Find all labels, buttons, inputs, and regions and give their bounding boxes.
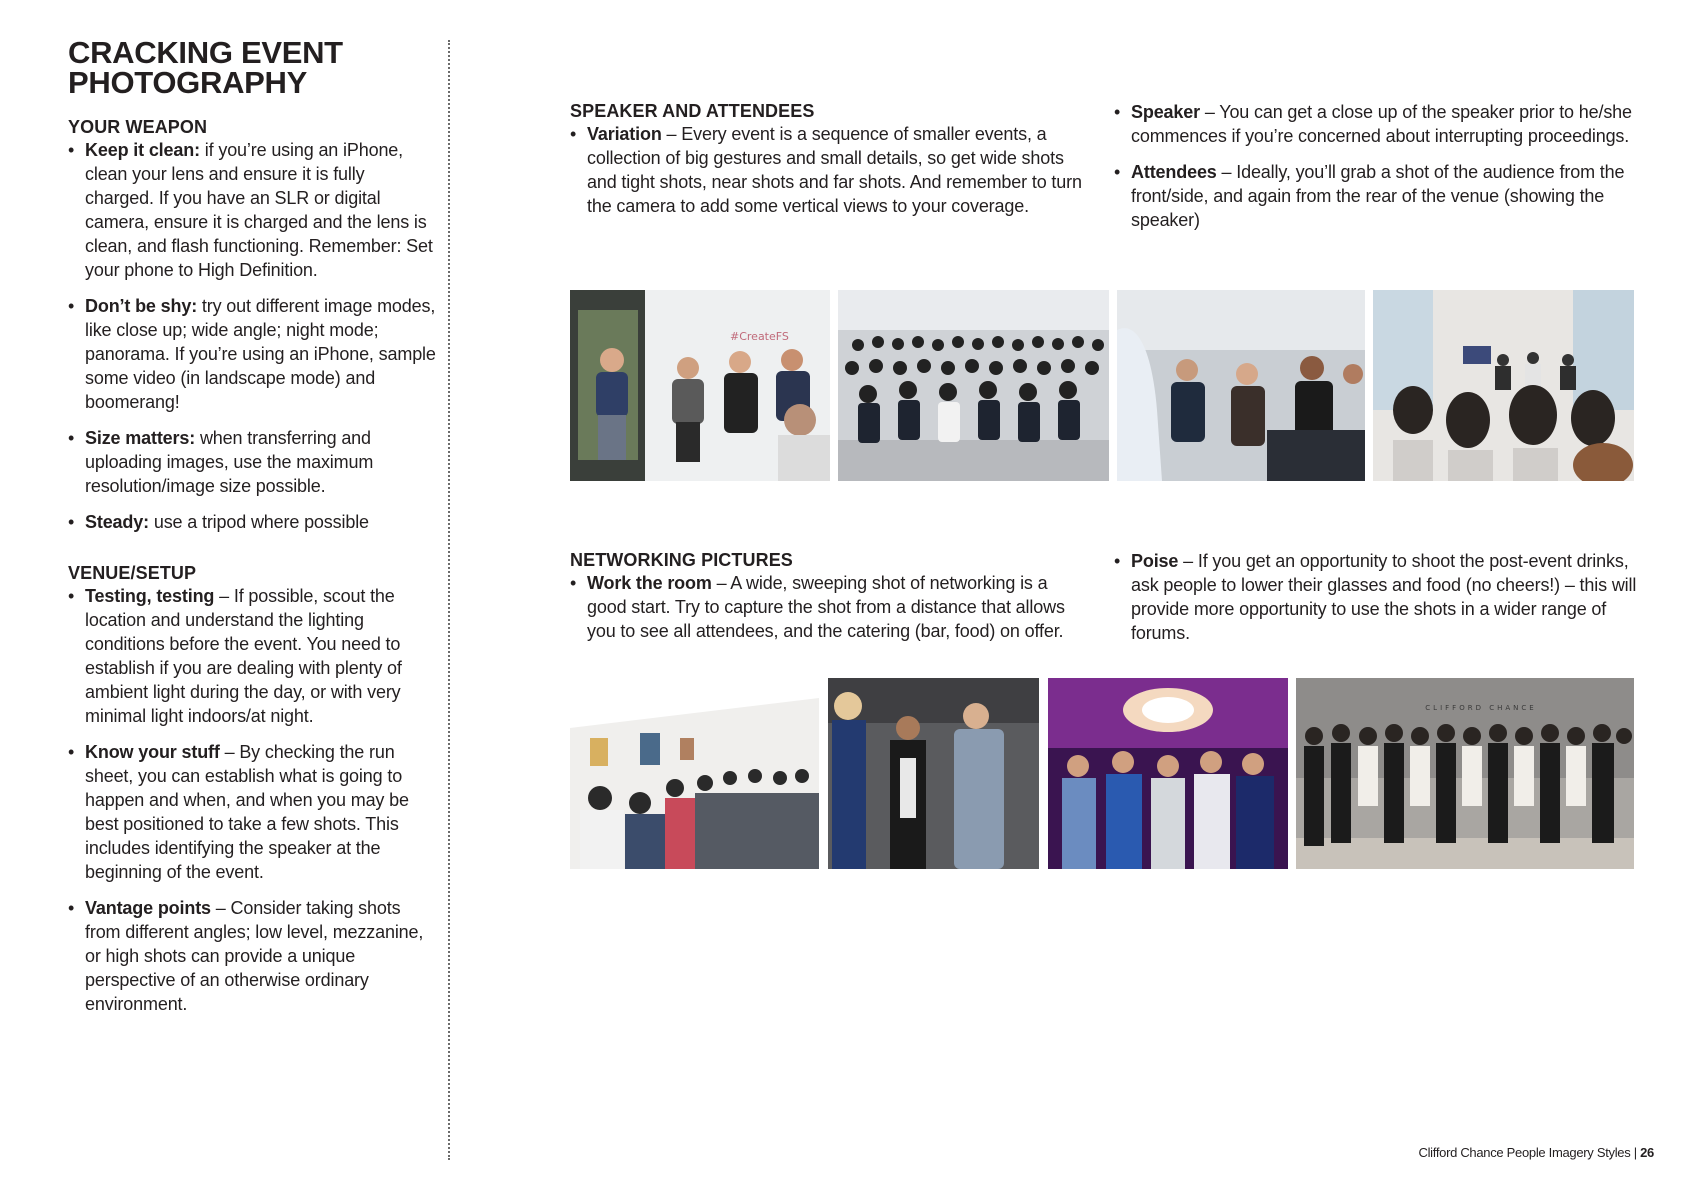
bullet-text: – Ideally, you’ll grab a shot of the audience from the front/side, and again from the rear of the venue (showing the speaker) bbox=[1131, 162, 1625, 230]
bullet-term: Steady: bbox=[85, 512, 149, 532]
clifford-chance-group-photo bbox=[1296, 678, 1634, 869]
venue-setup-item bbox=[68, 896, 438, 1016]
networking-list-left bbox=[570, 571, 1090, 643]
page-number: 26 bbox=[1640, 1145, 1654, 1160]
speaker-attendees-list-left bbox=[570, 122, 1090, 218]
svg-text:#CreateFS: #CreateFS bbox=[730, 330, 789, 343]
bullet-term: Poise bbox=[1131, 551, 1179, 571]
bullet-text: try out different image modes, like close up; wide angle; night mode; panorama. If you’re using an iPhone, sample some video (in landscape mode) and boomerang! bbox=[85, 296, 436, 412]
rear-venue-photo bbox=[1373, 290, 1634, 481]
page-footer bbox=[1418, 1145, 1654, 1160]
speaker-attendees-heading: SPEAKER AND ATTENDEES bbox=[570, 101, 815, 121]
venue-setup-list bbox=[68, 584, 438, 1016]
footer-text: Clifford Chance People Imagery Styles | bbox=[1418, 1145, 1641, 1160]
bullet-text: – If you get an opportunity to shoot the post-event drinks, ask people to lower their glasses and food (no cheers!) – this will provide more opportunity to use the shots in a wider range of forums. bbox=[1131, 551, 1637, 643]
networking-list-right bbox=[1114, 549, 1644, 645]
panel-speakers-photo bbox=[570, 290, 830, 481]
your-weapon-item bbox=[68, 294, 438, 414]
page-title: CRACKING EVENT PHOTOGRAPHY bbox=[68, 35, 343, 100]
purple-bar-group-photo bbox=[1048, 678, 1288, 869]
bullet-term: Vantage points bbox=[85, 898, 211, 918]
your-weapon-item bbox=[68, 138, 438, 282]
bullet-text: – If possible, scout the location and understand the lighting conditions before the event. You need to establish if you are dealing with plenty of ambient light during the day, or with very minimal light indoors/at night. bbox=[85, 586, 402, 726]
bullet-text: – By checking the run sheet, you can establish what is going to happen and when, and when you may be best positioned to take a few shots. This includes identifying the speaker at the beginning of the event. bbox=[85, 742, 409, 882]
venue-setup-item bbox=[68, 584, 438, 728]
speaker-attendees-item bbox=[1114, 160, 1644, 232]
bullet-text: if you’re using an iPhone, clean your lens and ensure it is fully charged. If you have an SLR or digital camera, ensure it is charged and the lens is clean, and flash functioning. Remember: Set your phone to High Definition. bbox=[85, 140, 433, 280]
bullet-text: when transferring and uploading images, use the maximum resolution/image size possible. bbox=[85, 428, 374, 496]
speaker-attendees-list-right bbox=[1114, 100, 1644, 232]
bullet-term: Variation bbox=[587, 124, 662, 144]
bullet-term: Keep it clean: bbox=[85, 140, 200, 160]
your-weapon-item bbox=[68, 426, 438, 498]
speaker-attendees-section bbox=[570, 100, 1090, 218]
bullet-text: – Every event is a sequence of smaller events, a collection of big gestures and small details, so get wide shots and tight shots, near shots and far shots. And remember to turn the camera to add some vertical views to your coverage. bbox=[587, 124, 1082, 216]
networking-section bbox=[570, 549, 1090, 643]
gallery-networking-photo bbox=[570, 678, 819, 869]
applauding-audience-photo bbox=[1117, 290, 1365, 481]
venue-setup-item bbox=[68, 740, 438, 884]
seated-audience-photo bbox=[838, 290, 1109, 481]
networking-right bbox=[1114, 549, 1644, 645]
bullet-text: – You can get a close up of the speaker prior to he/she commences if you’re concerned about interrupting proceedings. bbox=[1131, 102, 1632, 146]
bullet-term: Don’t be shy: bbox=[85, 296, 198, 316]
networking-item bbox=[1114, 549, 1644, 645]
your-weapon-list bbox=[68, 138, 438, 534]
bullet-term: Work the room bbox=[587, 573, 712, 593]
venue-setup-section bbox=[68, 562, 438, 1016]
networking-item bbox=[570, 571, 1090, 643]
bullet-text: – Consider taking shots from different angles; low level, mezzanine, or high shots can provide a unique perspective of an otherwise ordinary environment. bbox=[85, 898, 424, 1014]
networking-heading: NETWORKING PICTURES bbox=[570, 550, 793, 570]
bullet-term: Attendees bbox=[1131, 162, 1217, 182]
your-weapon-item bbox=[68, 510, 438, 534]
wall-sign-text: CLIFFORD CHANCE bbox=[1425, 704, 1537, 712]
bullet-term: Know your stuff bbox=[85, 742, 220, 762]
your-weapon-heading: YOUR WEAPON bbox=[68, 117, 208, 137]
column-divider bbox=[448, 40, 450, 1160]
speaker-attendees-right bbox=[1114, 100, 1644, 232]
speaker-attendees-item bbox=[1114, 100, 1644, 148]
small-group-chat-photo bbox=[828, 678, 1039, 869]
your-weapon-section bbox=[68, 116, 438, 534]
bullet-text: use a tripod where possible bbox=[148, 512, 369, 532]
bullet-term: Size matters: bbox=[85, 428, 196, 448]
bullet-term: Testing, testing bbox=[85, 586, 215, 606]
bullet-text: – A wide, sweeping shot of networking is a good start. Try to capture the shot from a distance that allows you to see all attendees, and the catering (bar, food) on offer. bbox=[587, 573, 1065, 641]
bullet-term: Speaker bbox=[1131, 102, 1200, 122]
speaker-attendees-item bbox=[570, 122, 1090, 218]
venue-setup-heading: VENUE/SETUP bbox=[68, 563, 197, 583]
